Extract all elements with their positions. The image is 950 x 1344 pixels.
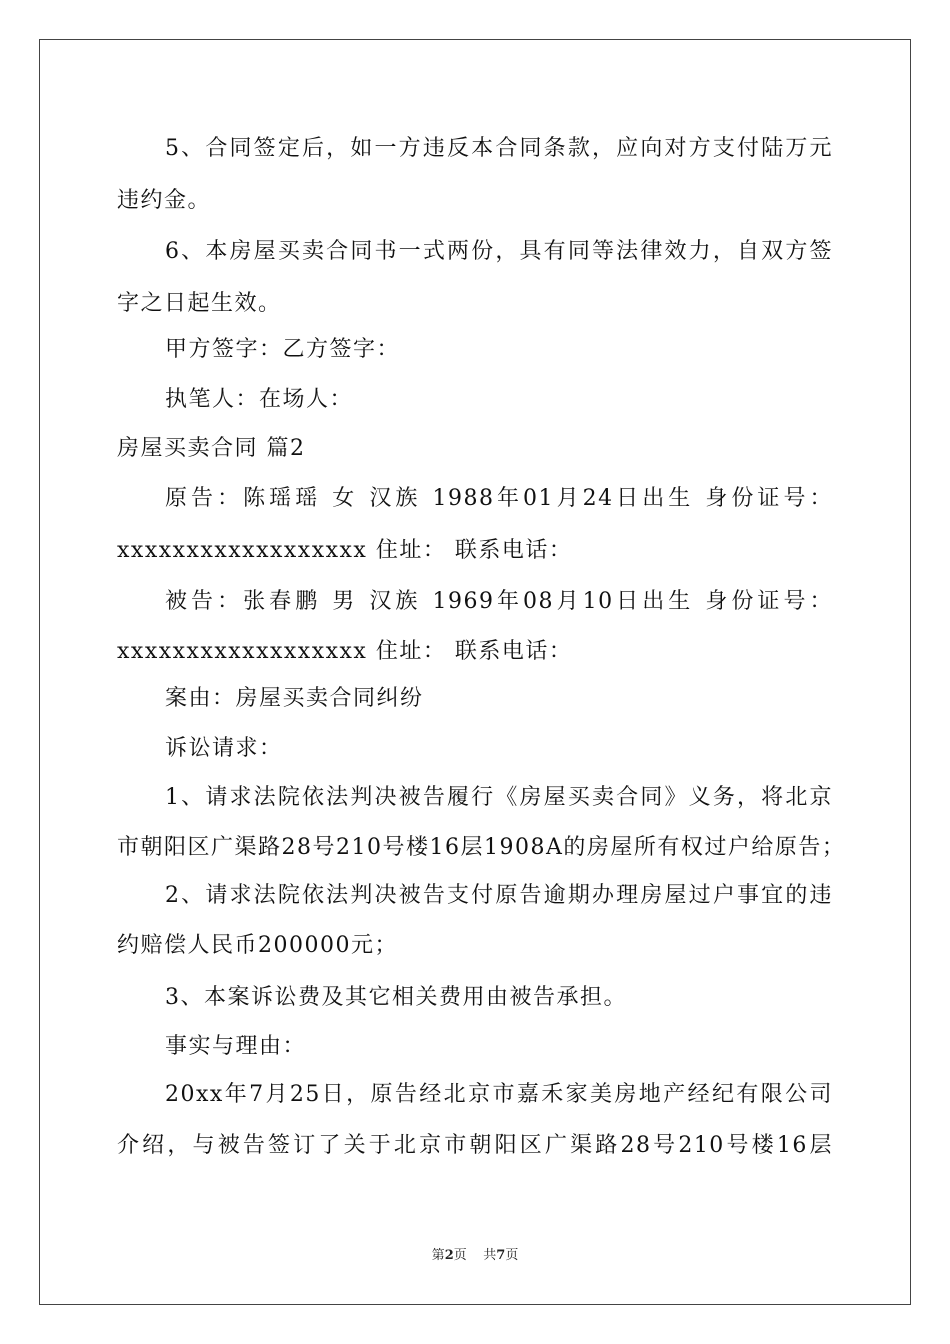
paragraph-line: 字之日起生效。 — [117, 291, 282, 316]
paragraph-line: 介绍，与被告签订了关于北京市朝阳区广渠路28号210号楼16层 — [117, 1133, 833, 1158]
paragraph-line: 甲方签字：乙方签字： — [165, 337, 401, 362]
paragraph-line: 原告：陈瑶瑶 女 汉族 1988年01月24日出生 身份证号： — [165, 486, 833, 511]
paragraph-line: 3、本案诉讼费及其它相关费用由被告承担。 — [165, 985, 627, 1010]
paragraph-line: 约赔偿人民币200000元； — [117, 933, 398, 958]
paragraph-line: 案由：房屋买卖合同纠纷 — [165, 686, 424, 711]
page-number-suffix: 页 — [505, 1248, 519, 1263]
paragraph-line: 事实与理由： — [165, 1034, 307, 1059]
paragraph-line: 诉讼请求： — [165, 736, 283, 761]
section-heading: 房屋买卖合同 篇2 — [117, 436, 306, 461]
page-border — [39, 39, 911, 1305]
page-number-middle: 页 共 — [453, 1248, 497, 1263]
paragraph-line: 被告：张春鹏 男 汉族 1969年08月10日出生 身份证号： — [165, 589, 833, 614]
paragraph-line: xxxxxxxxxxxxxxxxxx 住址： 联系电话： — [117, 639, 573, 664]
paragraph-line: 1、请求法院依法判决被告履行《房屋买卖合同》义务，将北京 — [165, 785, 833, 810]
paragraph-line: 执笔人：在场人： — [165, 387, 354, 412]
paragraph-line: 违约金。 — [117, 188, 212, 213]
paragraph-line: 2、请求法院依法判决被告支付原告逾期办理房屋过户事宜的违 — [165, 883, 833, 908]
paragraph-line: 市朝阳区广渠路28号210号楼16层1908A的房屋所有权过户给原告； — [117, 835, 846, 860]
page-number-prefix: 第 — [431, 1248, 445, 1263]
current-page-number: 2 — [444, 1248, 454, 1263]
paragraph-line: xxxxxxxxxxxxxxxxxx 住址： 联系电话： — [117, 538, 573, 563]
paragraph-line: 20xx年7月25日，原告经北京市嘉禾家美房地产经纪有限公司 — [165, 1082, 833, 1107]
paragraph-line: 6、本房屋买卖合同书一式两份，具有同等法律效力，自双方签 — [165, 239, 833, 264]
paragraph-line: 5、合同签定后，如一方违反本合同条款，应向对方支付陆万元 — [165, 136, 833, 161]
total-page-number: 7 — [496, 1248, 506, 1263]
page-footer — [0, 1246, 950, 1266]
